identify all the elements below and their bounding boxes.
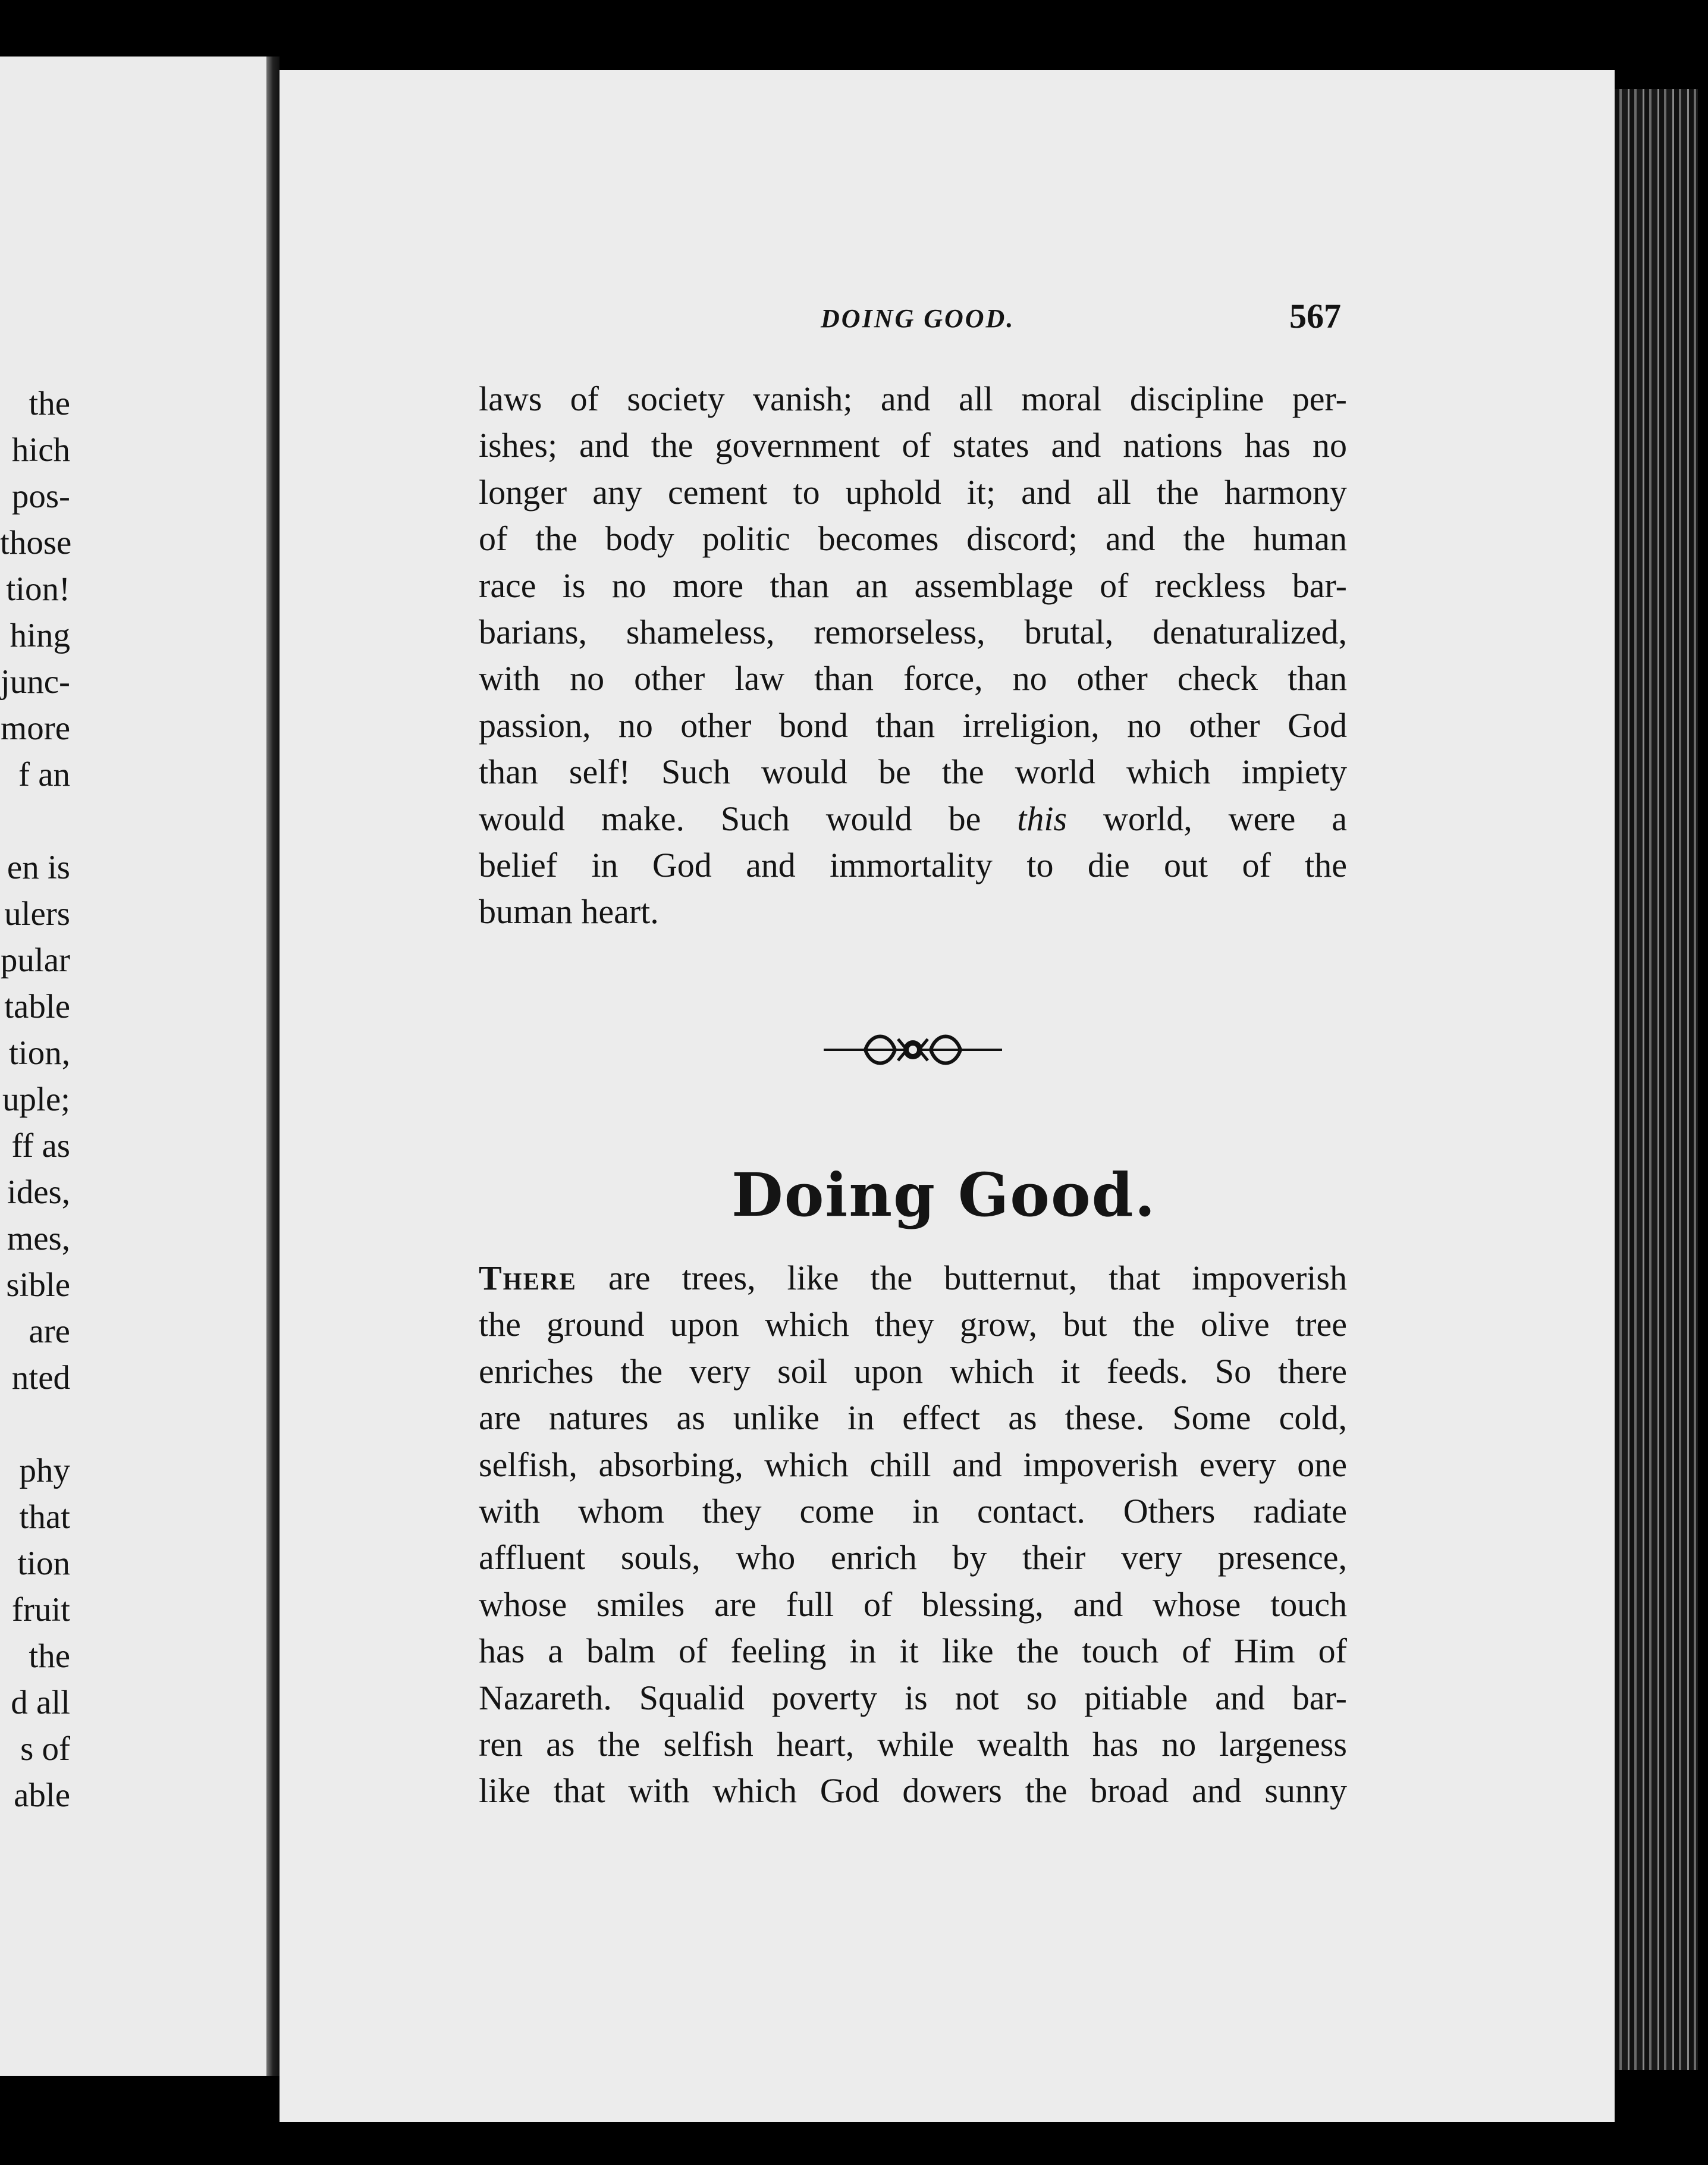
- left-page-line-fragment: tion!: [6, 570, 70, 608]
- left-page-line-fragment: junc-: [0, 663, 70, 701]
- text-line: longer any cement to uphold it; and all the harmony: [479, 472, 1347, 512]
- text-line: are natures as unlike in effect as these. Some cold,: [479, 1398, 1347, 1438]
- left-page-line-fragment: hing: [10, 617, 70, 654]
- text-line: than self! Such would be the world which impiety: [479, 752, 1347, 792]
- text-segment: would make. Such would be: [479, 799, 1018, 838]
- text-line: laws of society vanish; and all moral discipline per-: [479, 379, 1347, 418]
- left-page-line-fragment: sible: [6, 1266, 70, 1304]
- left-page-line-fragment: table: [4, 988, 70, 1025]
- text-line: [479, 1255, 1347, 1301]
- left-page-line-fragment: mes,: [7, 1220, 70, 1257]
- ornament-divider: [818, 1026, 1008, 1074]
- left-page-line-fragment: pos-: [11, 478, 70, 515]
- book-gutter: [266, 57, 280, 2076]
- left-page-line-fragment: s of: [20, 1730, 70, 1768]
- text-line: of the body politic becomes discord; and the human: [479, 519, 1347, 558]
- text-line: barians, shameless, remorseless, brutal, denaturalized,: [479, 613, 1347, 652]
- text-line: has a balm of feeling in it like the touch of Him of: [479, 1631, 1347, 1671]
- italic-emphasis: this: [1017, 799, 1068, 838]
- text-line: buman heart.: [479, 892, 659, 931]
- running-head: DOING GOOD.: [821, 304, 1015, 333]
- left-page-line-fragment: the: [29, 385, 70, 422]
- left-page-line-fragment: phy: [19, 1452, 70, 1489]
- text-line: affluent souls, who enrich by their very presence,: [479, 1538, 1347, 1577]
- text-line: the ground upon which they grow, but the olive tree: [479, 1305, 1347, 1344]
- left-page-line-fragment: ulers: [4, 895, 70, 933]
- drop-word: There: [479, 1259, 577, 1297]
- left-page-line-fragment: hich: [11, 431, 70, 469]
- text-segment: are trees, like the butternut, that impoverish: [576, 1259, 1347, 1297]
- text-line: whose smiles are full of blessing, and whose touch: [479, 1584, 1347, 1624]
- text-line: belief in God and immortality to die out of the: [479, 846, 1347, 885]
- paragraph-2: [479, 1255, 1347, 1815]
- left-page-line-fragment: more: [0, 710, 70, 747]
- text-line: race is no more than an assemblage of reckless bar-: [479, 566, 1347, 605]
- text-line: with whom they come in contact. Others radiate: [479, 1492, 1347, 1531]
- section-title: Doing Good.: [731, 1160, 1157, 1230]
- text-line: [479, 796, 1347, 842]
- left-page-line-fragment: the: [29, 1637, 70, 1675]
- text-line: like that with which God dowers the broad and sunny: [479, 1771, 1347, 1811]
- left-page-line-fragment: f an: [18, 756, 70, 793]
- left-page-line-fragment: that: [19, 1498, 70, 1536]
- left-page-line-fragment: tion,: [9, 1034, 70, 1072]
- paragraph-1: [479, 376, 1347, 936]
- text-line: ren as the selfish heart, while wealth has no largeness: [479, 1725, 1347, 1764]
- text-line: ishes; and the government of states and nations has no: [479, 426, 1347, 465]
- left-page-line-fragment: those: [0, 524, 72, 561]
- text-line: selfish, absorbing, which chill and impoverish every one: [479, 1445, 1347, 1484]
- text-line: passion, no other bond than irreligion, no other God: [479, 705, 1347, 745]
- left-page-line-fragment: ides,: [7, 1174, 70, 1211]
- left-page-line-fragment: uple;: [2, 1081, 70, 1118]
- left-page-line-fragment: pular: [0, 942, 70, 979]
- left-page-line-fragment: nted: [11, 1359, 70, 1397]
- left-page-line-fragment: are: [29, 1313, 70, 1350]
- page-edges: [1615, 89, 1698, 2070]
- left-page-line-fragment: d all: [11, 1684, 70, 1721]
- left-page-line-fragment: en is: [7, 849, 70, 886]
- left-page-line-fragment: fruit: [11, 1591, 70, 1629]
- left-page-line-fragment: tion: [17, 1545, 70, 1582]
- text-segment: world, were a: [1067, 799, 1347, 838]
- text-line: enriches the very soil upon which it feeds. So there: [479, 1351, 1347, 1391]
- page-number: 567: [1289, 297, 1341, 335]
- left-page-line-fragment: ff as: [11, 1127, 70, 1165]
- left-page-line-fragment: able: [14, 1777, 70, 1814]
- text-line: Nazareth. Squalid poverty is not so pitiable and bar-: [479, 1678, 1347, 1717]
- text-line: with no other law than force, no other check than: [479, 659, 1347, 698]
